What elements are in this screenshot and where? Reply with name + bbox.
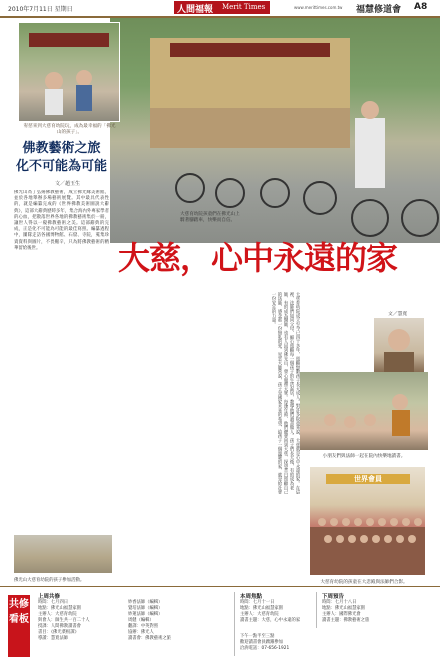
footer-badge: 共修看板 xyxy=(8,595,30,657)
footer-line: 地點：佛光山福慧家園 xyxy=(38,606,81,611)
footer-line: 妙香法師（編輯） xyxy=(128,600,163,605)
right-photo-reading xyxy=(300,372,428,450)
group-photo-caption: 大慈育幼院的孩童在大悲殿與法師們合影。 xyxy=(320,580,408,585)
main-photo-caption: 大慈育幼院孩童們在佛光山上騎著腳踏車，快樂而自信。 xyxy=(180,212,240,223)
footer-next-week-title: 下周預告 xyxy=(322,594,345,600)
footer-line: 書目：《佛光菜根譚》 xyxy=(38,630,79,635)
footer-line: 翻譯：中英對照 xyxy=(128,624,159,629)
footer-line: 地點：佛光山福慧家園 xyxy=(240,606,283,611)
header-date: 2010年7月11日 星期日 xyxy=(8,6,73,13)
header-url: www.merittimes.com.tw xyxy=(294,5,343,10)
footer-this-week-title: 本周焦點 xyxy=(240,594,263,600)
left-article-byline: 文／趙玉生 xyxy=(55,181,81,187)
left-article-body: 佛光山為了弘揚佛教藝術，成立佛光緣美術館，並於各地舉辦多場藝術展覽。其中最具代表性的，就是編纂完成的《世界佛教美術圖說大辭典》，這部大辭典歷時多年，集合海內外專家學者的心血，把散落世界各地的佛教藝術集於一冊，讓世人得以一窺佛教藝術之美。這部辭典的完成，正是化不可能為可能的最佳寫照。編纂過程中，團隊走訪各國博物館、石窟、寺院，蒐集珍貴資料與圖片，不畏艱辛，只為將佛教藝術的精華留給後世。 xyxy=(14,190,109,251)
footer-rule xyxy=(0,586,440,587)
author-portrait xyxy=(374,318,424,376)
footer-line: 時間：七月十一日 xyxy=(240,600,275,605)
inset-photo-caption: 宥慈來到大慈育幼院玩，成為最幸福的「佛光山的孩子」。 xyxy=(23,124,116,135)
footer-line: 覺培法師（編輯） xyxy=(128,606,163,611)
footer-line: 讀書主題：大慈，心中永遠的家 xyxy=(240,618,301,623)
inset-photo-child xyxy=(18,22,120,122)
footer-last-week-list-2 xyxy=(128,600,171,642)
main-photo-cyclists xyxy=(110,18,440,243)
footer-line: 讀書會：佛教藝術之旅 xyxy=(128,636,171,641)
footer-line: 歡迎讀書會員踴躍參加 xyxy=(240,640,283,645)
footer-notice-list xyxy=(240,634,289,652)
footer-last-week-title: 上周共修 xyxy=(38,594,61,600)
footer-line: 主辦人：國際佛光會 xyxy=(322,612,361,617)
footer-divider xyxy=(316,592,317,628)
left-article-title: 佛教藝術之旅 化不可能為可能 xyxy=(15,141,107,174)
footer-divider xyxy=(234,592,235,656)
footer-line: 導讀：慧寬法師 xyxy=(38,636,69,641)
main-article-body: 大慈育幼院成立至今已四十多年，照顧無數孩子長大成人。對許多院童來說，大慈就是心中永遠的家。在這裡，法師們如同父母，細心照顧每一個孩子的生活起居，教導他們讀書做人。孩子們長大後，有的成為老師，有的成為醫師，也有人回到佛光山，發心服務大眾。每逢年節，他們總會回到大慈，探望昔日照顧自己的法師，感念那一份無私的愛。星雲大師常說，孩子是國家未來的希望，給孩子一個溫暖的家，就是給社會一份安定的力量。 xyxy=(271,292,300,495)
footer-this-week-list xyxy=(240,600,300,624)
author-byline: 文／慧寬 xyxy=(388,312,408,317)
page-number: A8 xyxy=(414,2,428,12)
footer-line: 時間：七月十八日 xyxy=(322,600,357,605)
newspaper-logo-sub: Merit Times xyxy=(222,3,266,11)
footer-line: 主辦人：大慈育幼院 xyxy=(240,612,279,617)
footer-line: 授課：人間佛教讀書會 xyxy=(38,624,81,629)
footer-line: 讀書主題：佛教藝術之旅 xyxy=(322,618,370,623)
footer-line: 與會人：師生共一百二十人 xyxy=(38,618,90,623)
group-photo-banner: 世界會員 xyxy=(326,474,410,484)
newspaper-logo: 人間福報 xyxy=(177,5,214,15)
footer-line: 妙蓮法師（編輯） xyxy=(128,612,163,617)
footer-line: 時間：七月四日 xyxy=(38,600,69,605)
footer-line: 下午一點半至三點 xyxy=(240,634,275,639)
footer-next-week-list xyxy=(322,600,369,624)
footer-line: 地點：佛光山福慧家園 xyxy=(322,606,365,611)
bottom-left-photo xyxy=(14,535,112,573)
footer-line: 洽詢電話：07-656-1921 xyxy=(240,646,290,651)
footer-line: 周健（編輯） xyxy=(128,618,154,623)
footer-last-week-list xyxy=(38,600,90,642)
section-title: 福慧修道會 xyxy=(356,5,402,15)
right-photo-caption: 小朋友們與法師一起在院內快樂地讀書。 xyxy=(322,454,406,459)
footer-line: 主辦人：大慈育幼院 xyxy=(38,612,77,617)
footer-line: 協辦：佛光人 xyxy=(128,630,154,635)
main-headline: 大慈，心中永遠的家 xyxy=(118,239,398,277)
bottom-left-caption: 佛光山大慈育幼院的孩子參加活動。 xyxy=(14,578,85,583)
